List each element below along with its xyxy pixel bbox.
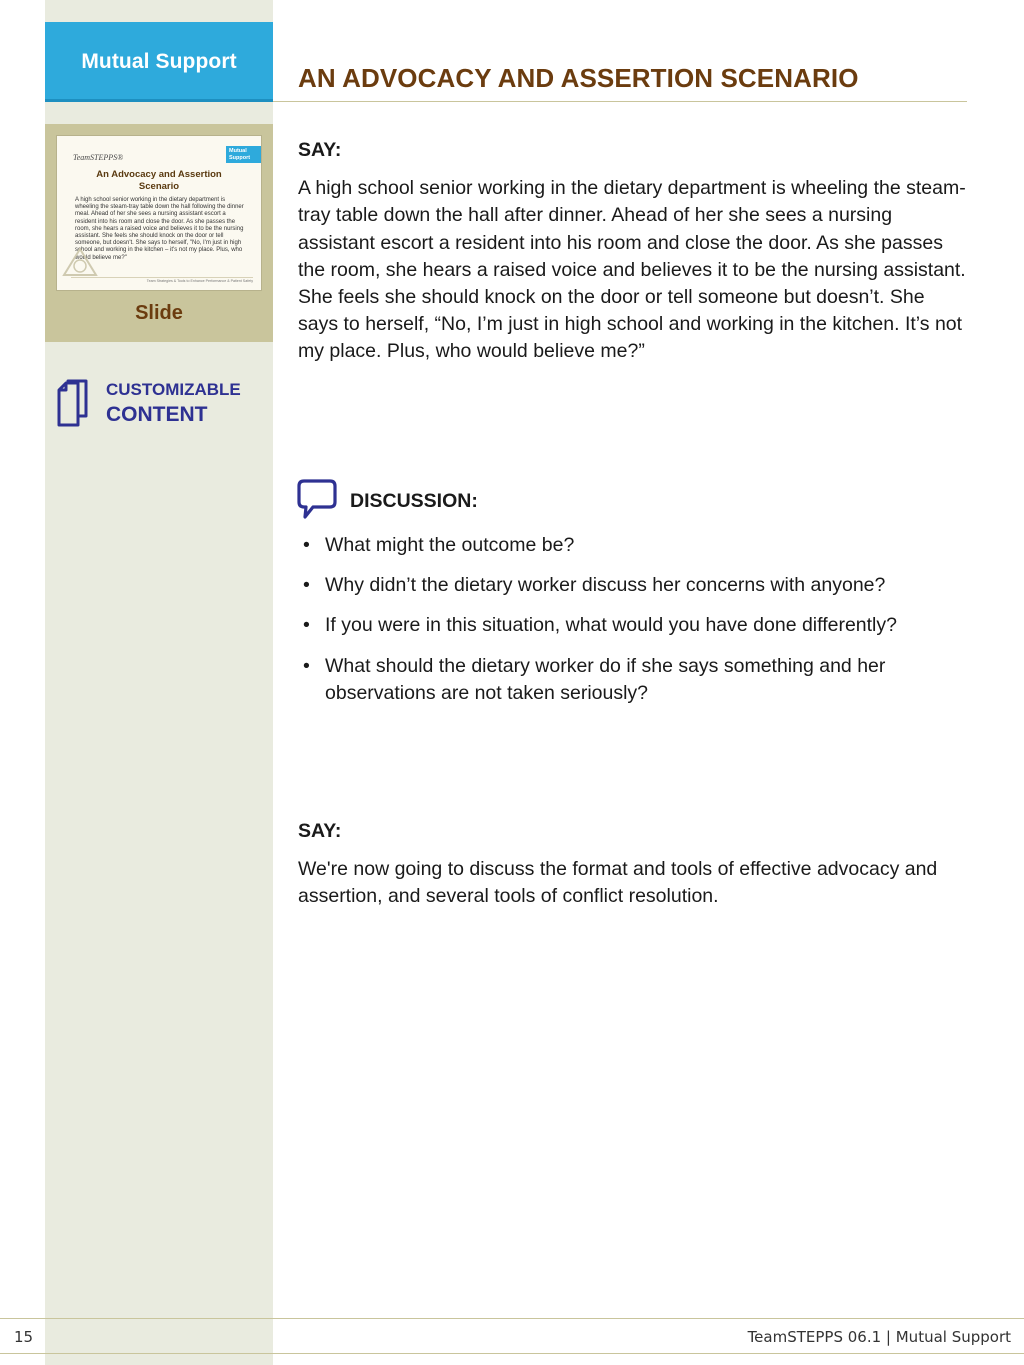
footer-divider-top [0, 1318, 1024, 1319]
say-label-2: SAY: [298, 820, 342, 842]
customizable-label: CUSTOMIZABLE [106, 380, 241, 399]
section-label: Mutual Support [81, 50, 237, 73]
slide-thumbnail-body: A high school senior working in the dietary department is wheeling the steam-tray table down the hall following the dinner meal. Ahead of her she sees a nursing assistant escort a resident into his room and close the door. As she passes the room, she hears a raised voice and believes it to be the nursing assistant. She feels she should knock on the door or tell someone, but doesn't. She says to herself, "No, I'm just in high school and working in the kitchen – it's not my place. Plus, who would believe me?" [75, 197, 244, 261]
list-item: • What might the outcome be? [298, 532, 968, 559]
footer-divider-bottom [0, 1353, 1024, 1354]
speech-bubble-icon [296, 478, 338, 522]
say-text-2: We're now going to discuss the format and tools of effective advocacy and assertion, and several tools of conflict resolution. [298, 858, 938, 908]
slide-thumbnail [56, 135, 262, 291]
list-item: • If you were in this situation, what would you have done differently? [298, 612, 968, 639]
discussion-list [298, 532, 968, 720]
list-item: • Why didn’t the dietary worker discuss her concerns with anyone? [298, 572, 968, 599]
footer-text: TeamSTEPPS 06.1 | Mutual Support [747, 1328, 1011, 1346]
slide-panel [45, 124, 273, 342]
slide-thumbnail-badge: Mutual Support [226, 146, 261, 163]
section-tab [45, 22, 273, 102]
slide-label: Slide [135, 302, 183, 324]
say-section-1 [298, 137, 968, 366]
list-item: • What should the dietary worker do if she says something and her observations are not taken seriously? [298, 653, 968, 707]
page-title: AN ADVOCACY AND ASSERTION SCENARIO [298, 63, 859, 93]
say-text-1: A high school senior working in the dietary department is wheeling the steam-tray table down the hall after dinner. Ahead of her she sees a nursing assistant escort a resident into his room and close the door. As she passes the room, she hears a raised voice and believes it to be the nursing assistant. She feels she should knock on the door or tell someone but doesn’t. She says to herself, “No, I’m just in high school and working in the kitchen. It’s not my place. Plus, who would believe me?” [298, 177, 966, 363]
say-section-2 [298, 818, 968, 911]
say-label-1: SAY: [298, 139, 342, 161]
page-number: 15 [14, 1328, 34, 1346]
slide-thumbnail-title: An Advocacy and Assertion Scenario [96, 169, 222, 192]
title-divider [273, 101, 967, 102]
teamstepps-logo-icon [61, 246, 99, 278]
document-pages-icon [56, 378, 90, 428]
content-label: CONTENT [106, 403, 208, 426]
slide-thumbnail-footer: Team Strategies & Tools to Enhance Performance & Patient Safety [71, 277, 253, 283]
slide-thumbnail-brand: TeamSTEPPS® [73, 153, 124, 162]
discussion-label: DISCUSSION: [350, 490, 478, 512]
